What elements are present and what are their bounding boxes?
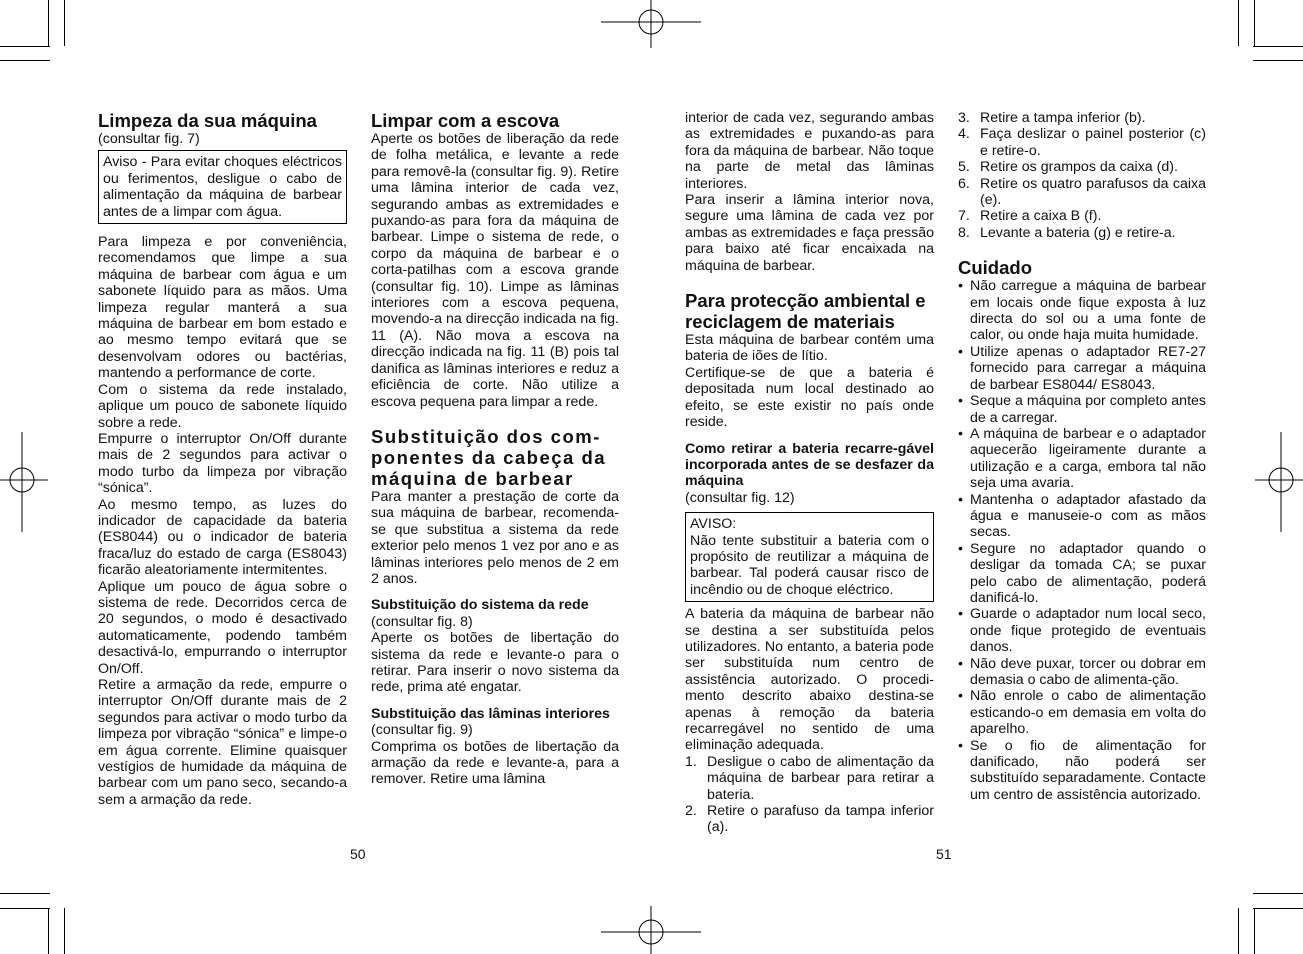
- paragraph: Para limpeza e por conveniência, recomendamos que limpe a sua máquina de barbear com água e um sabonete líquido para as mãos. Uma limpeza regular manterá a sua máquina de barbear em bom estado e ao mesmo tempo evitará que se desenvolvam odores ou bactérias, mantendo a performance de corte.: [98, 234, 347, 382]
- list-item: 5. Retire os grampos da caixa (d).: [958, 159, 1178, 176]
- section-title-brush: Limpar com a escova: [371, 110, 560, 131]
- paragraph: A bateria da máquina de barbear não se destina a ser substituída pelos utilizadores. No entanto, a bateria pode ser substituída num centro de assistência autorizado. O procedi-mento descrito abaixo destina-se apenas à remoção da bateria recarregável no sentido de uma eliminação adequada.: [685, 606, 934, 754]
- registration-mark-left: [0, 432, 50, 532]
- crop-mark: [64, 908, 65, 954]
- registration-mark-bottom: [601, 904, 701, 954]
- crop-mark: [0, 908, 50, 909]
- paragraph: Aplique um pouco de água sobre o sistema de rede. Decorridos cerca de 20 segundos, o modo é desactivado automaticamente, podendo também desactivá-lo, empurrando o interruptor On/Off.: [98, 578, 347, 677]
- paragraph: Certifique-se de que a bateria é depositada num local destinado ao efeito, se este existir no país onde reside.: [685, 364, 934, 431]
- crop-mark: [1238, 908, 1239, 954]
- caution-list: [958, 278, 1206, 803]
- list-item: • Não enrole o cabo de alimentação esticando-o em demasia em volta do aparelho.: [958, 688, 1206, 738]
- list-item: • Seque a máquina por completo antes de a carregar.: [958, 393, 1206, 426]
- crop-mark: [48, 0, 49, 46]
- page-number-left: 50: [350, 846, 366, 862]
- crop-mark: [1253, 46, 1303, 47]
- paragraph: Com o sistema da rede instalado, aplique um pouco de sabonete líquido sobre a rede.: [98, 381, 347, 431]
- list-item: • Mantenha o adaptador afastado da água e manuseie-o com as mãos secas.: [958, 491, 1206, 541]
- list-item: 2. Retire o parafuso da tampa inferior (a).: [685, 803, 934, 836]
- list-item: • Guarde o adaptador num local seco, onde fique protegido de eventuais danos.: [958, 606, 1206, 656]
- list-item: • Segure no adaptador quando o desligar da tomada CA; se puxar pelo cabo de alimentação, poderá danificá-lo.: [958, 540, 1206, 606]
- crop-mark: [64, 0, 65, 46]
- crop-mark: [1253, 893, 1303, 894]
- column-2: [371, 110, 619, 788]
- section-title-replacement: Substituição dos com-ponentes da cabeça da máquina de barbear: [371, 425, 607, 489]
- list-item: 6. Retire os quatro parafusos da caixa (e).: [958, 175, 1206, 209]
- list-item: • Utilize apenas o adaptador RE7-27 fornecido para carregar a máquina de barbear ES8044/ ES8043.: [958, 343, 1206, 393]
- column-3: [685, 110, 934, 836]
- list-item: 3. Retire a tampa inferior (b).: [958, 110, 1146, 126]
- paragraph: Para manter a prestação de corte da sua máquina de barbear, recomenda-se que substitua a sistema da rede exterior pelo menos 1 vez por ano e as lâminas interiores pelo menos de 2 em 2 anos.: [371, 488, 619, 587]
- subheading-foil: Substituição do sistema da rede: [371, 597, 589, 614]
- list-item: 4. Faça deslizar o painel posterior (c) e retire-o.: [958, 126, 1206, 159]
- list-item: • Não deve puxar, torcer ou dobrar em demasia o cabo de alimenta-ção.: [958, 655, 1206, 688]
- warning-text: Não tente substituir a bateria com o propósito de reutilizar a máquina de barbear. Tal poderá causar risco de incêndio ou de choque eléctrico.: [690, 532, 929, 598]
- crop-mark: [0, 60, 50, 61]
- crop-mark: [1254, 908, 1255, 954]
- paragraph: interior de cada vez, segurando ambas as extremidades e puxando-as para fora da máquina de barbear. Não toque na parte de metal das lâminas interiores.: [685, 110, 934, 192]
- section-title-cleaning: Limpeza da sua máquina: [98, 110, 317, 131]
- paragraph: Esta máquina de barbear contém uma bateria de iões de lítio.: [685, 332, 934, 365]
- figure-reference: (consultar fig. 9): [371, 722, 473, 739]
- registration-mark-right: [1253, 432, 1303, 532]
- column-1: [98, 110, 347, 808]
- section-title-caution: Cuidado: [958, 257, 1032, 279]
- paragraph: Aperte os botões de liberação da rede de folha metálica, e levante a rede para removê-la (consultar fig. 9). Retire uma lâmina interior de cada vez, segurando ambas as extremidades e puxando-as para fora da máquina de barbear. Limpe o sistema de rede, o corpo da máquina de barbear e o corta-patilhas com a escova grande (consultar fig. 10). Limpe as lâminas interiores com a escova pequena, movendo-a na direcção indicada na fig. 11 (A). Não mova a escova na direcção indicada na fig. 11 (B) pois tal danifica as lâminas interiores e reduz a eficiência de corte. Não utilize a escova pequena para limpar a rede.: [371, 131, 619, 410]
- crop-mark: [1253, 908, 1303, 909]
- registration-mark-top: [601, 0, 701, 50]
- paragraph: Comprima os botões de libertação da armação da rede e levante-a, para a remover. Retire uma lâmina: [371, 738, 619, 788]
- figure-reference: (consultar fig. 12): [685, 489, 795, 506]
- paragraph: Ao mesmo tempo, as luzes do indicador de capacidade da bateria (ES8044) ou o indicador de bateria fraca/luz do estado de carga (ES8043) ficarão aleatoriamente intermitentes.: [98, 496, 347, 579]
- list-item: 1. Desligue o cabo de alimentação da máquina de barbear para retirar a bateria.: [685, 753, 934, 803]
- list-item: • A máquina de barbear e o adaptador aquecerão ligeiramente durante a utilização e a carga, embora tal não seja uma avaria.: [958, 425, 1206, 492]
- paragraph: Empurre o interruptor On/Off durante mais de 2 segundos para activar o modo turbo da limpeza por vibração “sónica”.: [98, 430, 347, 497]
- crop-mark: [0, 46, 50, 47]
- steps-list: [685, 754, 934, 836]
- warning-title: AVISO:: [690, 516, 737, 533]
- warning-box: [98, 150, 347, 224]
- page-number-right: 51: [936, 846, 952, 862]
- list-item: • Se o fio de alimentação for danificado, não poderá ser substituído separadamente. Contacte um centro de assistência autorizado.: [958, 737, 1206, 803]
- warning-text: Aviso - Para evitar choques eléctricos ou ferimentos, desligue o cabo de alimentação da máquina de barbear antes de a limpar com água.: [103, 154, 342, 220]
- crop-mark: [1254, 0, 1255, 46]
- crop-mark: [48, 908, 49, 954]
- list-item: 8. Levante a bateria (g) e retire-a.: [958, 224, 1176, 241]
- warning-box: [685, 512, 934, 602]
- subheading-blades: Substituição das lâminas interiores: [371, 705, 610, 722]
- paragraph: Retire a armação da rede, empurre o interruptor On/Off durante mais de 2 segundos para activar o modo turbo da limpeza por vibração “sónica” e limpe-o em água corrente. Elimine quaisquer vestígios de humidade da máquina de barbear com um pano seco, secando-a sem a armação da rede.: [98, 677, 347, 808]
- column-4: [958, 110, 1206, 803]
- steps-list: [958, 110, 1206, 241]
- subheading-battery-removal: Como retirar a bateria recarre-gável incorporada antes de se desfazer da máquina: [685, 440, 934, 490]
- list-item: 7. Retire a caixa B (f).: [958, 208, 1102, 225]
- paragraph: Para inserir a lâmina interior nova, segure uma lâmina de cada vez por ambas as extremidades e faça pressão para baixo até ficar encaixada na máquina de barbear.: [685, 192, 934, 274]
- figure-reference: (consultar fig. 8): [371, 613, 473, 630]
- crop-mark: [0, 893, 50, 894]
- list-item: • Não carregue a máquina de barbear em locais onde fique exposta à luz directa do sol ou a uma fonte de calor, ou onde haja muita humidade.: [958, 278, 1206, 344]
- paragraph: Aperte os botões de libertação do sistema da rede e levante-o para o retirar. Para inserir o novo sistema da rede, prima até engatar.: [371, 630, 619, 696]
- crop-mark: [1238, 0, 1239, 46]
- crop-mark: [1253, 60, 1303, 61]
- section-title-environment: Para protecção ambiental e reciclagem de materiais: [685, 290, 926, 333]
- figure-reference: (consultar fig. 7): [98, 131, 200, 147]
